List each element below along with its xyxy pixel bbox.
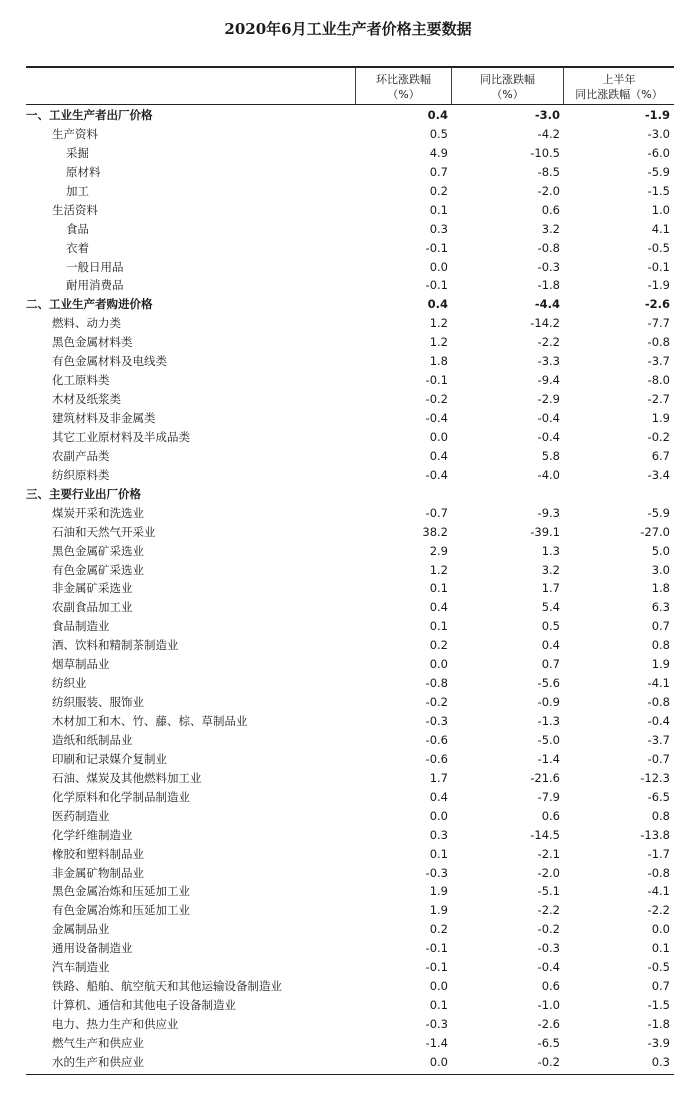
- row-yoy-value: -3.0: [534, 108, 560, 122]
- table-row: [26, 882, 674, 901]
- table-row: [26, 845, 674, 864]
- row-mom-value: 0.3: [429, 827, 448, 842]
- row-mom-value: -0.1: [425, 278, 448, 293]
- row-yoy-value: -5.0: [537, 732, 560, 747]
- row-yoy-value: -8.5: [537, 164, 560, 179]
- row-yoy-value: 0.7: [541, 657, 560, 672]
- table-row: [26, 333, 674, 352]
- row-mom-value: 0.2: [429, 922, 448, 937]
- table-row: [26, 201, 674, 220]
- row-yoy-value: -0.2: [537, 922, 560, 937]
- row-h1-value: -13.8: [640, 827, 670, 842]
- row-h1-value: -1.9: [647, 278, 670, 293]
- row-label: 燃料、动力类: [52, 316, 121, 331]
- row-label: 石油、煤炭及其他燃料加工业: [52, 770, 202, 785]
- row-mom-value: 0.0: [429, 259, 448, 274]
- row-mom-value: -0.7: [425, 505, 448, 520]
- row-mom-value: 1.9: [429, 884, 448, 899]
- row-mom-value: -1.4: [425, 1035, 448, 1050]
- row-yoy-value: -5.1: [537, 884, 560, 899]
- row-label: 农副食品加工业: [52, 600, 133, 615]
- row-yoy-value: -39.1: [530, 524, 560, 539]
- row-label: 三、主要行业出厂价格: [26, 486, 141, 501]
- row-yoy-value: -0.4: [537, 429, 560, 444]
- row-mom-value: 0.1: [429, 846, 448, 861]
- row-yoy-value: -10.5: [530, 145, 560, 160]
- row-mom-value: 0.1: [429, 619, 448, 634]
- table-row: [26, 598, 674, 617]
- row-h1-value: -0.8: [647, 335, 670, 350]
- table-row: [26, 542, 674, 561]
- row-label: 石油和天然气开采业: [52, 524, 156, 539]
- row-mom-value: 0.0: [429, 657, 448, 672]
- row-label: 生产资料: [52, 126, 98, 141]
- row-h1-value: -3.7: [647, 732, 670, 747]
- table-bottom-rule: [26, 1074, 674, 1075]
- row-yoy-value: -0.2: [537, 1054, 560, 1069]
- row-h1-value: -2.2: [647, 903, 670, 918]
- row-h1-value: 0.0: [651, 922, 670, 937]
- row-mom-value: 4.9: [429, 145, 448, 160]
- row-label: 一、工业生产者出厂价格: [26, 108, 153, 122]
- row-h1-value: -1.5: [647, 998, 670, 1013]
- row-mom-value: -0.1: [425, 941, 448, 956]
- row-mom-value: 38.2: [422, 524, 448, 539]
- table-row: [26, 901, 674, 920]
- row-label: 加工: [66, 183, 89, 198]
- row-mom-value: 0.4: [427, 108, 448, 122]
- table-row: [26, 939, 674, 958]
- header-h1-line1: 上半年: [602, 72, 636, 86]
- row-mom-value: 0.1: [429, 202, 448, 217]
- row-h1-value: 0.7: [651, 619, 670, 634]
- row-label: 金属制品业: [52, 922, 110, 937]
- row-yoy-value: -6.5: [537, 1035, 560, 1050]
- row-label: 纺织业: [52, 676, 87, 691]
- row-label: 化工原料类: [52, 373, 110, 388]
- table-row: [26, 693, 674, 712]
- row-h1-value: 6.3: [651, 600, 670, 615]
- row-h1-value: 5.0: [651, 543, 670, 558]
- row-label: 造纸和纸制品业: [52, 732, 133, 747]
- row-mom-value: 0.0: [429, 979, 448, 994]
- row-yoy-value: 0.4: [541, 638, 560, 653]
- row-yoy-value: -21.6: [530, 770, 560, 785]
- header-h1-line2: 同比涨跌幅（%）: [575, 87, 663, 101]
- table-row: [26, 144, 674, 163]
- row-label: 有色金属冶炼和压延加工业: [52, 903, 190, 918]
- row-mom-value: 0.2: [429, 638, 448, 653]
- row-yoy-value: -9.3: [537, 505, 560, 520]
- row-h1-value: -0.8: [647, 695, 670, 710]
- row-yoy-value: -0.3: [537, 259, 560, 274]
- table-row: [26, 314, 674, 333]
- table-row: [26, 561, 674, 580]
- row-h1-value: -4.1: [647, 884, 670, 899]
- row-mom-value: -0.3: [425, 1017, 448, 1031]
- row-mom-value: -0.1: [425, 960, 448, 975]
- row-mom-value: 1.2: [429, 316, 448, 331]
- row-yoy-value: -0.3: [537, 941, 560, 956]
- row-yoy-value: -0.8: [537, 240, 560, 255]
- row-h1-value: -3.9: [647, 1035, 670, 1050]
- row-mom-value: 0.4: [429, 448, 448, 463]
- row-mom-value: -0.8: [425, 676, 448, 691]
- table-row: [26, 239, 674, 258]
- row-yoy-value: -1.3: [537, 714, 560, 728]
- row-yoy-value: -2.1: [537, 846, 560, 861]
- row-label: 耐用消费品: [66, 278, 124, 293]
- row-label: 原材料: [66, 164, 101, 179]
- row-mom-value: 0.1: [429, 581, 448, 596]
- row-h1-value: -0.7: [647, 751, 670, 766]
- row-yoy-value: 0.6: [541, 808, 560, 823]
- row-label: 黑色金属矿采选业: [52, 543, 144, 558]
- table-row: [26, 712, 674, 731]
- row-yoy-value: -0.4: [537, 960, 560, 975]
- row-mom-value: 1.2: [429, 562, 448, 577]
- row-h1-value: -7.7: [647, 316, 670, 331]
- row-yoy-value: -4.4: [534, 297, 560, 312]
- row-yoy-value: 5.4: [541, 600, 560, 615]
- row-h1-value: -1.9: [644, 108, 670, 122]
- row-h1-value: -5.9: [647, 505, 670, 520]
- row-h1-value: -2.6: [644, 297, 670, 312]
- row-mom-value: 0.4: [427, 297, 448, 312]
- row-yoy-value: 3.2: [541, 221, 560, 236]
- table-row: [26, 579, 674, 598]
- row-label: 其它工业原材料及半成品类: [52, 429, 190, 444]
- row-h1-value: 0.1: [651, 941, 670, 956]
- row-h1-value: 0.3: [651, 1054, 670, 1069]
- row-h1-value: -0.4: [647, 714, 670, 728]
- row-h1-value: 1.8: [651, 581, 670, 596]
- row-h1-value: -1.8: [647, 1017, 670, 1031]
- row-label: 黑色金属材料类: [52, 335, 133, 350]
- table-body: [26, 106, 674, 1072]
- row-yoy-value: -2.0: [537, 865, 560, 880]
- header-mom-line1: 环比涨跌幅: [376, 72, 431, 86]
- row-yoy-value: -2.0: [537, 183, 560, 198]
- row-yoy-value: -9.4: [537, 373, 560, 388]
- row-mom-value: -0.2: [425, 695, 448, 710]
- row-yoy-value: 1.7: [541, 581, 560, 596]
- table-row: [26, 390, 674, 409]
- row-label: 有色金属材料及电线类: [52, 354, 167, 369]
- row-label: 生活资料: [52, 202, 98, 217]
- table-row: [26, 731, 674, 750]
- row-mom-value: 1.8: [429, 354, 448, 369]
- table-row: [26, 996, 674, 1015]
- row-yoy-value: -1.0: [537, 998, 560, 1013]
- row-label: 通用设备制造业: [52, 941, 133, 956]
- row-h1-value: -0.2: [647, 429, 670, 444]
- row-label: 有色金属矿采选业: [52, 562, 144, 577]
- table-row: [26, 485, 674, 504]
- row-label: 化学原料和化学制品制造业: [52, 789, 190, 804]
- row-mom-value: 0.1: [429, 998, 448, 1013]
- table-row: [26, 1015, 674, 1034]
- row-mom-value: 1.2: [429, 335, 448, 350]
- row-mom-value: -0.4: [425, 467, 448, 482]
- header-h1: [564, 68, 674, 105]
- row-mom-value: 0.4: [429, 789, 448, 804]
- row-h1-value: 1.9: [651, 411, 670, 425]
- table-row: [26, 163, 674, 182]
- row-mom-value: 0.2: [429, 183, 448, 198]
- table-row: [26, 920, 674, 939]
- row-h1-value: -1.7: [647, 846, 670, 861]
- row-label: 非金属矿物制品业: [52, 865, 144, 880]
- row-label: 二、工业生产者购进价格: [26, 297, 153, 312]
- table-row: [26, 106, 674, 125]
- table-row: [26, 428, 674, 447]
- row-mom-value: -0.4: [425, 411, 448, 425]
- row-h1-value: -0.5: [647, 240, 670, 255]
- row-label: 非金属矿采选业: [52, 581, 133, 596]
- row-yoy-value: -0.9: [537, 695, 560, 710]
- row-h1-value: 4.1: [651, 221, 670, 236]
- table-row: [26, 1034, 674, 1053]
- row-yoy-value: -1.8: [537, 278, 560, 293]
- row-label: 纺织服装、服饰业: [52, 695, 144, 710]
- row-yoy-value: 3.2: [541, 562, 560, 577]
- row-yoy-value: -2.9: [537, 392, 560, 407]
- row-label: 煤炭开采和洗选业: [52, 505, 144, 520]
- row-yoy-value: -2.2: [537, 903, 560, 918]
- table-row: [26, 371, 674, 390]
- table-row: [26, 276, 674, 295]
- row-h1-value: -2.7: [647, 392, 670, 407]
- row-label: 化学纤维制造业: [52, 827, 133, 842]
- table-row: [26, 504, 674, 523]
- row-label: 橡胶和塑料制品业: [52, 846, 144, 861]
- row-mom-value: -0.2: [425, 392, 448, 407]
- row-label: 食品: [66, 221, 89, 236]
- row-mom-value: 0.0: [429, 1054, 448, 1069]
- header-bottom-rule: [26, 104, 674, 105]
- table-row: [26, 409, 674, 428]
- row-label: 农副产品类: [52, 448, 110, 463]
- row-yoy-value: 0.6: [541, 979, 560, 994]
- row-yoy-value: 5.8: [541, 448, 560, 463]
- row-mom-value: -0.6: [425, 732, 448, 747]
- row-h1-value: -4.1: [647, 676, 670, 691]
- row-yoy-value: -1.4: [537, 751, 560, 766]
- row-label: 衣着: [66, 240, 89, 255]
- row-label: 黑色金属冶炼和压延加工业: [52, 884, 190, 899]
- row-h1-value: 6.7: [651, 448, 670, 463]
- table-row: [26, 220, 674, 239]
- table-row: [26, 617, 674, 636]
- row-mom-value: -0.3: [425, 865, 448, 880]
- row-yoy-value: -2.2: [537, 335, 560, 350]
- header-yoy-line1: 同比涨跌幅: [480, 72, 535, 86]
- row-h1-value: -0.8: [647, 865, 670, 880]
- table-row: [26, 182, 674, 201]
- row-label: 采掘: [66, 145, 89, 160]
- row-h1-value: -3.7: [647, 354, 670, 369]
- header-yoy-line2: （%）: [491, 87, 524, 101]
- table-row: [26, 1053, 674, 1072]
- table-row: [26, 447, 674, 466]
- header-mom: [356, 68, 451, 105]
- row-h1-value: 0.7: [651, 979, 670, 994]
- row-label: 水的生产和供应业: [52, 1054, 144, 1069]
- row-h1-value: -6.5: [647, 789, 670, 804]
- page-title: 2020年6月工业生产者价格主要数据: [224, 20, 472, 38]
- row-mom-value: 0.5: [429, 126, 448, 141]
- row-label: 建筑材料及非金属类: [52, 411, 156, 425]
- row-h1-value: 1.9: [651, 657, 670, 672]
- row-mom-value: 0.7: [429, 164, 448, 179]
- row-h1-value: -3.0: [647, 126, 670, 141]
- row-label: 烟草制品业: [52, 657, 110, 672]
- table-row: [26, 788, 674, 807]
- row-label: 酒、饮料和精制茶制造业: [52, 638, 179, 653]
- table-header: [26, 68, 674, 105]
- table-row: [26, 769, 674, 788]
- table-row: [26, 864, 674, 883]
- row-yoy-value: -7.9: [537, 789, 560, 804]
- row-label: 一般日用品: [66, 259, 124, 274]
- table-row: [26, 125, 674, 144]
- row-mom-value: -0.1: [425, 373, 448, 388]
- row-label: 燃气生产和供应业: [52, 1035, 144, 1050]
- row-yoy-value: -14.5: [530, 827, 560, 842]
- row-mom-value: -0.6: [425, 751, 448, 766]
- row-h1-value: -0.1: [647, 259, 670, 274]
- table-row: [26, 466, 674, 485]
- table-row: [26, 977, 674, 996]
- row-label: 纺织原料类: [52, 467, 110, 482]
- row-label: 电力、热力生产和供应业: [52, 1017, 179, 1031]
- table-row: [26, 826, 674, 845]
- row-label: 汽车制造业: [52, 960, 110, 975]
- row-label: 医药制造业: [52, 808, 110, 823]
- table-row: [26, 258, 674, 277]
- row-yoy-value: -14.2: [530, 316, 560, 331]
- row-mom-value: 0.3: [429, 221, 448, 236]
- row-label: 铁路、船舶、航空航天和其他运输设备制造业: [52, 979, 282, 994]
- row-mom-value: 0.0: [429, 808, 448, 823]
- row-h1-value: -5.9: [647, 164, 670, 179]
- row-yoy-value: -3.3: [537, 354, 560, 369]
- row-yoy-value: 1.3: [541, 543, 560, 558]
- row-label: 计算机、通信和其他电子设备制造业: [52, 998, 236, 1013]
- table-row: [26, 674, 674, 693]
- table-row: [26, 750, 674, 769]
- row-mom-value: -0.1: [425, 240, 448, 255]
- row-h1-value: 0.8: [651, 808, 670, 823]
- table-row: [26, 636, 674, 655]
- row-h1-value: -3.4: [647, 467, 670, 482]
- row-mom-value: 2.9: [429, 543, 448, 558]
- row-h1-value: 0.8: [651, 638, 670, 653]
- row-h1-value: -12.3: [640, 770, 670, 785]
- row-yoy-value: 0.6: [541, 202, 560, 217]
- table-row: [26, 655, 674, 674]
- row-mom-value: 0.0: [429, 429, 448, 444]
- row-label: 印刷和记录媒介复制业: [52, 751, 167, 766]
- row-mom-value: 1.9: [429, 903, 448, 918]
- table-row: [26, 352, 674, 371]
- row-h1-value: 3.0: [651, 562, 670, 577]
- row-yoy-value: 0.5: [541, 619, 560, 634]
- row-h1-value: -6.0: [647, 145, 670, 160]
- row-yoy-value: -4.2: [537, 126, 560, 141]
- table-row: [26, 295, 674, 314]
- header-yoy: [452, 68, 563, 105]
- row-h1-value: -0.5: [647, 960, 670, 975]
- row-yoy-value: -2.6: [537, 1017, 560, 1031]
- row-mom-value: 0.4: [429, 600, 448, 615]
- row-yoy-value: -0.4: [537, 411, 560, 425]
- row-yoy-value: -4.0: [537, 467, 560, 482]
- table-row: [26, 523, 674, 542]
- row-label: 食品制造业: [52, 619, 110, 634]
- row-h1-value: -27.0: [640, 524, 670, 539]
- row-mom-value: -0.3: [425, 714, 448, 728]
- header-mom-line2: （%）: [387, 87, 420, 101]
- row-label: 木材加工和木、竹、藤、棕、草制品业: [52, 714, 248, 728]
- row-h1-value: -8.0: [647, 373, 670, 388]
- row-label: 木材及纸浆类: [52, 392, 121, 407]
- row-yoy-value: -5.6: [537, 676, 560, 691]
- table-row: [26, 807, 674, 826]
- row-mom-value: 1.7: [429, 770, 448, 785]
- row-h1-value: -1.5: [647, 183, 670, 198]
- table-row: [26, 958, 674, 977]
- row-h1-value: 1.0: [651, 202, 670, 217]
